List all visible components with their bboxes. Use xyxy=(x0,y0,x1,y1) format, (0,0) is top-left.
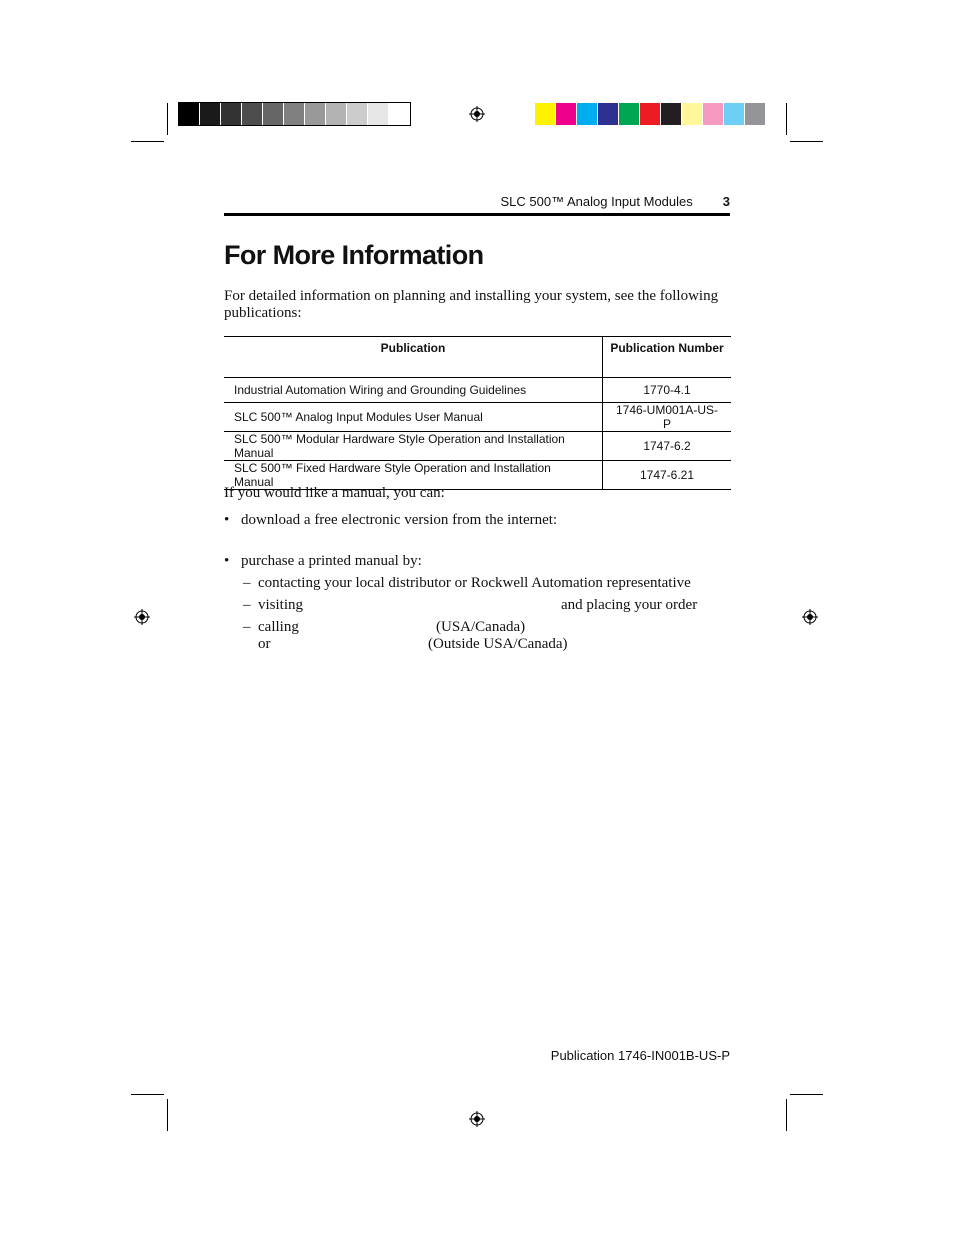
sub-list-item-text: (Outside USA/Canada) xyxy=(428,636,568,652)
crop-mark xyxy=(131,1094,164,1095)
color-swatch xyxy=(724,103,745,125)
crop-mark xyxy=(790,141,823,142)
intro-paragraph: For detailed information on planning and installing your system, see the following publications: xyxy=(224,288,719,321)
page-number: 3 xyxy=(722,193,730,209)
table-row xyxy=(224,432,731,461)
registration-mark-icon xyxy=(802,609,818,625)
crop-mark xyxy=(167,103,168,135)
crop-mark xyxy=(786,103,787,135)
sub-list-item xyxy=(243,597,303,614)
color-swatch xyxy=(305,103,326,125)
registration-mark-icon xyxy=(469,106,485,122)
color-swatch xyxy=(703,103,724,125)
color-swatch xyxy=(640,103,661,125)
sub-list-item-text: and placing your order xyxy=(561,597,698,613)
publication-number-cell: 1747-6.2 xyxy=(603,432,732,461)
color-swatch xyxy=(179,103,200,125)
color-swatch xyxy=(535,103,556,125)
dash-icon: – xyxy=(243,619,251,635)
grayscale-color-bar xyxy=(178,102,411,126)
publication-footer: Publication 1746-IN001B-US-P xyxy=(550,1048,730,1063)
publication-title-cell: SLC 500™ Modular Hardware Style Operation and Installation Manual xyxy=(224,432,603,461)
running-title: SLC 500™ Analog Input Modules xyxy=(500,193,693,209)
publication-number-cell: 1770-4.1 xyxy=(603,378,732,403)
dash-icon: – xyxy=(243,575,251,591)
sub-list-item-text: or xyxy=(258,636,271,652)
running-header xyxy=(224,192,730,210)
registration-mark-icon xyxy=(134,609,150,625)
sub-list-item xyxy=(243,619,299,636)
bullet-icon: • xyxy=(224,512,230,528)
color-swatch xyxy=(661,103,682,125)
process-color-bar xyxy=(535,103,766,125)
crop-mark xyxy=(167,1099,168,1131)
color-swatch xyxy=(368,103,389,125)
column-header-publication: Publication xyxy=(224,337,603,378)
color-swatch xyxy=(284,103,305,125)
color-swatch xyxy=(326,103,347,125)
publications-table xyxy=(224,336,731,490)
color-swatch xyxy=(200,103,221,125)
color-swatch xyxy=(347,103,368,125)
column-header-publication-number: Publication Number xyxy=(610,341,724,355)
table-header-row xyxy=(224,337,731,378)
sub-list-item-text: calling xyxy=(258,619,299,635)
list-item xyxy=(224,512,557,529)
crop-mark xyxy=(786,1099,787,1131)
publication-title-cell: SLC 500™ Fixed Hardware Style Operation and Installation Manual xyxy=(224,461,603,490)
color-swatch xyxy=(577,103,598,125)
color-swatch xyxy=(389,103,410,125)
list-item-text: download a free electronic version from the internet: xyxy=(241,512,558,528)
registration-mark-icon xyxy=(469,1111,485,1127)
header-rule xyxy=(224,213,730,216)
color-swatch xyxy=(221,103,242,125)
section-title: For More Information xyxy=(224,240,484,270)
color-swatch xyxy=(598,103,619,125)
sub-list-item-text: (USA/Canada) xyxy=(436,619,526,635)
crop-mark xyxy=(131,141,164,142)
publication-title-cell: SLC 500™ Analog Input Modules User Manual xyxy=(224,403,603,432)
dash-icon: – xyxy=(243,597,251,613)
color-swatch xyxy=(263,103,284,125)
list-item-text: purchase a printed manual by: xyxy=(241,553,422,569)
bullet-icon: • xyxy=(224,553,230,569)
color-swatch xyxy=(745,103,766,125)
manual-lead-text: If you would like a manual, you can: xyxy=(224,485,445,501)
crop-mark xyxy=(790,1094,823,1095)
publication-title-cell: Industrial Automation Wiring and Grounding Guidelines xyxy=(224,378,603,403)
sub-list-item-text: visiting xyxy=(258,597,304,613)
color-swatch xyxy=(682,103,703,125)
color-swatch xyxy=(556,103,577,125)
color-swatch xyxy=(619,103,640,125)
publication-number-cell: 1746-UM001A-US-P xyxy=(603,403,732,432)
sub-list-item xyxy=(243,575,691,592)
color-swatch xyxy=(242,103,263,125)
list-item xyxy=(224,553,422,570)
sub-list-item-text: contacting your local distributor or Rockwell Automation representative xyxy=(258,575,691,591)
table-row xyxy=(224,403,731,432)
table-row xyxy=(224,378,731,403)
publication-number-cell: 1747-6.21 xyxy=(603,461,732,490)
